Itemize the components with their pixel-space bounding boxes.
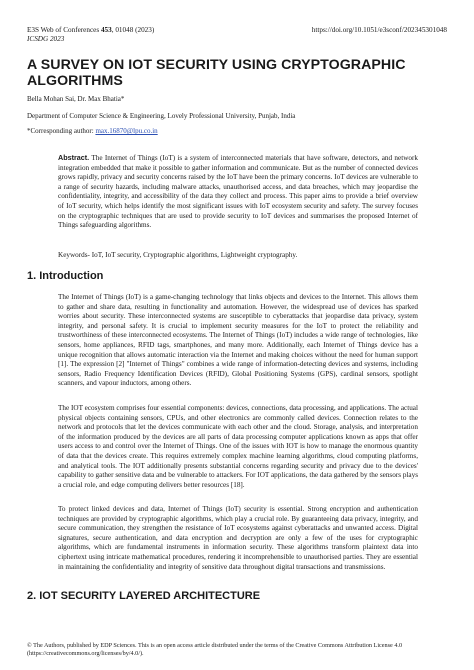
license-footer (27, 642, 447, 658)
corresponding-author: *Corresponding author: max.16870@lpu.co.in (27, 127, 158, 135)
journal-citation: E3S Web of Conferences 453, 01048 (2023) (27, 26, 155, 34)
section-heading-introduction: 1. Introduction (27, 270, 104, 282)
intro-paragraph-2: The IOT ecosystem comprises four essential components: devices, connections, data processing, and applications. The actual physical objects containing sensors, CPUs, and other electronics are commonly called devices. Connection relates to the network and protocols that let the devices communicate with each other and the cloud. Storage, analysis, and interpretation of the information produced by the devices are all parts of data processing computer applications known as apps that offer users access to and control over the Internet of Things. One of the issues with IOT is how to manage the enormous quantity of data that the devices create. This requires extremely complex machine learning algorithms, cloud computing platforms, and analytical tools. The IOT additionally presents substantial concerns regarding security and privacy due to the devices' capability to gather sensitive data and be vulnerable to attackers. For IOT applications, the data gathered by the sensors plays a crucial role, and edge computing delivers better resources [18]. (58, 404, 418, 489)
paper-title: A SURVEY ON IOT SECURITY USING CRYPTOGRAPHIC ALGORITHMS (27, 57, 406, 89)
doi-link[interactable]: https://doi.org/10.1051/e3sconf/202345301048 (311, 26, 447, 34)
abstract-label: Abstract. (58, 153, 90, 162)
journal-volume: 453 (100, 26, 112, 34)
license-line: © The Authors, published by EDP Sciences. This is an open access article distributed under the terms of the Creative Commons Attribution License 4.0 (27, 642, 403, 649)
affiliation: Department of Computer Science & Engineering, Lovely Professional University, Punjab, India (27, 112, 296, 120)
abstract (58, 153, 418, 231)
keywords: Keywords- IoT, IoT security, Cryptographic algorithms, Lightweight cryptography. (58, 251, 298, 259)
intro-paragraph-1: The Internet of Things (IoT) is a game-changing technology that links objects and devices to the Internet. This allows them to gather and share data, resulting in functionality and automation. However, the widespread use of devices has sparked worries about security. These interconnected systems are susceptible to cyberattacks that jeopardise data privacy, system integrity, and personal safety. It is crucial to implement security measures for the IoT to protect the reliability and trustworthiness of these interconnected ecosystems. The Internet of Things (IoT) includes a wide range of technologies, like sensors, home appliances, RFID tags, smartphones, and many more. Additionally, each Internet of Things device has a unique recognition that allows automatic interaction via the Internet and making choices without the need for human support [1]. The expression [2] "Internet of Things" combines a wide range of information-detecting devices and systems, including sensors, Radio Frequency Identification Devices (RFID), Global Positioning Systems (GPS), cardinal sensors, spotlight scanners, and vapour inductors, among others. (58, 293, 418, 388)
license-url[interactable]: (https://creativecommons.org/licenses/by/4.0/). (27, 650, 144, 657)
abstract-text: The Internet of Things (IoT) is a system of interconnected materials that have software, detectors, and network integration embedded that make it possible to gather information and communicate. But as the number of connected devices grows rapidly, privacy and security concerns raised by the IoT have been the primary concerns. IoT devices are vulnerable to a range of security hazards, including malware attacks, unauthorised access, and data breaches, which may jeopardise the confidentiality, integrity, and accessibility of the data they collect and process. This paper aims to provide a brief overview of IoT security, which helps identify the most significant issues with IoT ecosystem security and safety. The survey focuses on the cryptographic techniques that are used to provide security to IoT devices and summarises the proposed Internet of Things safeguarding algorithms. (58, 154, 418, 230)
conference-name: ICSDG 2023 (27, 35, 65, 43)
author-list: Bella Mohan Sai, Dr. Max Bhatia* (27, 95, 125, 103)
section-heading-architecture: 2. IOT SECURITY LAYERED ARCHITECTURE (27, 590, 261, 602)
author-email-link[interactable]: max.16870@lpu.co.in (95, 127, 158, 135)
intro-paragraph-3: To protect linked devices and data, Internet of Things (IoT) security is essential. Strong encryption and authentication techniques are provided by cryptographic algorithms, which play a crucial role. By guaranteeing data privacy, integrity, and secure communication, they strengthen the resistance of IoT ecosystems against cyberattacks and unwanted access. Digital signatures, secure authentication, and data encryption and decryption are only a few of the uses for cryptographic algorithms, which are fundamental instruments in information security. These algorithms transform plaintext data into ciphertext using intricate mathematical procedures, rendering it incomprehensible to unauthorised parties. They are essential in maintaining the confidentiality and integrity of sensitive data throughout digital transactions and transmissions. (58, 505, 418, 571)
running-header (27, 26, 447, 44)
